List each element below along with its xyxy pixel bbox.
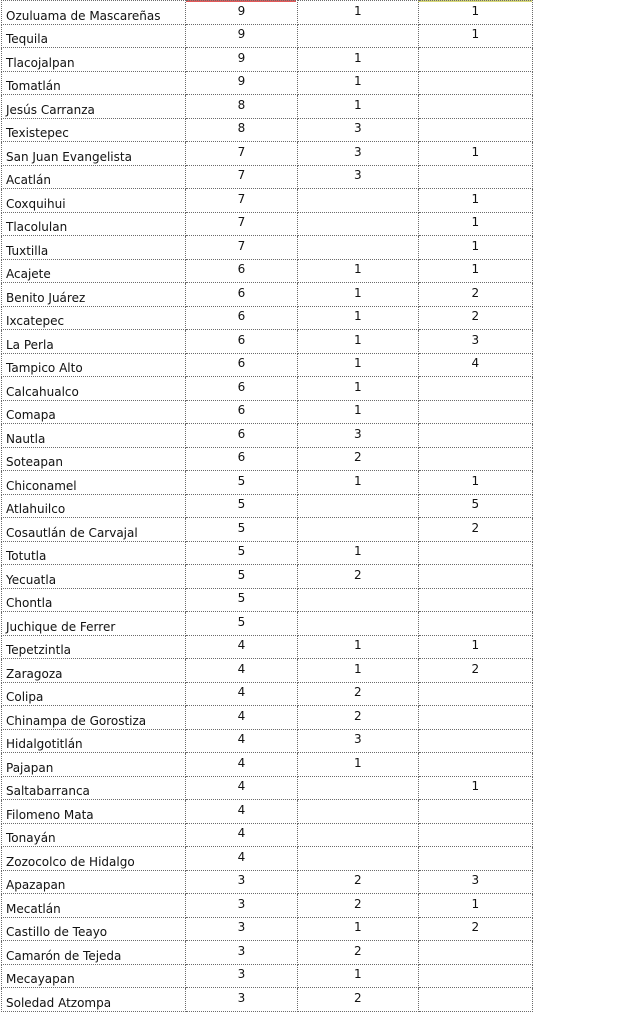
value-b-cell: 2 (298, 894, 418, 918)
municipality-cell: Comapa (2, 400, 186, 424)
municipality-cell: Tequila (2, 24, 186, 48)
table-row (2, 659, 533, 683)
value-b-cell: 1 (298, 400, 418, 424)
value-a-cell: 6 (185, 330, 297, 354)
value-b-cell (298, 823, 418, 847)
value-c-cell (418, 588, 532, 612)
value-a-cell: 5 (185, 541, 297, 565)
table-row (2, 48, 533, 72)
municipality-cell: Tlacolulan (2, 212, 186, 236)
municipality-cell: Saltabarranca (2, 776, 186, 800)
table-row (2, 870, 533, 894)
table-row (2, 729, 533, 753)
municipality-cell: Tuxtilla (2, 236, 186, 260)
table-row (2, 306, 533, 330)
value-a-cell: 5 (185, 471, 297, 495)
value-a-cell: 7 (185, 212, 297, 236)
value-b-cell: 3 (298, 424, 418, 448)
municipality-cell: Texistepec (2, 118, 186, 142)
value-b-cell: 1 (298, 471, 418, 495)
table-row (2, 447, 533, 471)
value-c-cell (418, 95, 532, 119)
value-c-cell: 2 (418, 917, 532, 941)
value-b-cell (298, 776, 418, 800)
value-c-cell (418, 48, 532, 72)
table-row (2, 612, 533, 636)
table-row (2, 988, 533, 1012)
value-a-cell: 9 (185, 1, 297, 25)
municipality-cell: Acajete (2, 259, 186, 283)
value-b-cell: 1 (298, 353, 418, 377)
value-b-cell: 2 (298, 565, 418, 589)
municipality-cell: Soledad Atzompa (2, 988, 186, 1012)
value-b-cell (298, 24, 418, 48)
table-row (2, 706, 533, 730)
value-b-cell: 1 (298, 541, 418, 565)
value-c-cell (418, 847, 532, 871)
table-row (2, 259, 533, 283)
municipality-cell: Tepetzintla (2, 635, 186, 659)
value-b-cell: 3 (298, 142, 418, 166)
value-c-cell (418, 118, 532, 142)
value-c-cell: 3 (418, 870, 532, 894)
municipality-cell: Coxquihui (2, 189, 186, 213)
value-c-cell (418, 729, 532, 753)
municipality-cell: Tlacojalpan (2, 48, 186, 72)
value-c-cell (418, 565, 532, 589)
value-a-cell: 5 (185, 565, 297, 589)
table-row (2, 941, 533, 965)
value-c-cell (418, 988, 532, 1012)
municipality-cell: Chiconamel (2, 471, 186, 495)
value-b-cell: 1 (298, 330, 418, 354)
value-b-cell: 1 (298, 95, 418, 119)
value-b-cell: 1 (298, 635, 418, 659)
table-body (2, 1, 533, 1012)
value-a-cell: 7 (185, 142, 297, 166)
value-a-cell: 5 (185, 494, 297, 518)
value-a-cell: 6 (185, 447, 297, 471)
value-a-cell: 3 (185, 941, 297, 965)
value-a-cell: 9 (185, 71, 297, 95)
value-a-cell: 4 (185, 682, 297, 706)
table-row (2, 776, 533, 800)
value-b-cell: 2 (298, 447, 418, 471)
value-b-cell (298, 236, 418, 260)
value-a-cell: 5 (185, 588, 297, 612)
table-row (2, 565, 533, 589)
value-c-cell: 1 (418, 236, 532, 260)
value-b-cell: 3 (298, 729, 418, 753)
value-c-cell: 1 (418, 635, 532, 659)
table-row (2, 541, 533, 565)
municipality-cell: Ozuluama de Mascareñas (2, 1, 186, 25)
value-b-cell (298, 212, 418, 236)
value-a-cell: 4 (185, 635, 297, 659)
table-row (2, 24, 533, 48)
value-c-cell: 1 (418, 24, 532, 48)
table-row (2, 400, 533, 424)
table-row (2, 1, 533, 25)
value-c-cell (418, 823, 532, 847)
value-a-cell: 8 (185, 118, 297, 142)
value-b-cell (298, 189, 418, 213)
municipality-cell: Atlahuilco (2, 494, 186, 518)
municipality-cell: Tampico Alto (2, 353, 186, 377)
value-a-cell: 3 (185, 964, 297, 988)
value-c-cell (418, 541, 532, 565)
value-c-cell: 1 (418, 189, 532, 213)
municipality-cell: La Perla (2, 330, 186, 354)
table-row (2, 682, 533, 706)
value-c-cell (418, 800, 532, 824)
value-a-cell: 9 (185, 48, 297, 72)
value-a-cell: 4 (185, 659, 297, 683)
table-row (2, 377, 533, 401)
value-b-cell: 1 (298, 753, 418, 777)
value-c-cell: 3 (418, 330, 532, 354)
municipality-cell: Castillo de Teayo (2, 917, 186, 941)
value-c-cell: 1 (418, 1, 532, 25)
value-b-cell: 1 (298, 659, 418, 683)
value-b-cell: 1 (298, 917, 418, 941)
value-b-cell: 1 (298, 964, 418, 988)
municipality-cell: Mecayapan (2, 964, 186, 988)
table-row (2, 518, 533, 542)
municipality-cell: Tomatlán (2, 71, 186, 95)
value-c-cell (418, 424, 532, 448)
value-c-cell (418, 941, 532, 965)
table-row (2, 823, 533, 847)
municipality-cell: Zozocolco de Hidalgo (2, 847, 186, 871)
value-b-cell (298, 612, 418, 636)
table-row (2, 494, 533, 518)
value-c-cell: 1 (418, 776, 532, 800)
table-row (2, 283, 533, 307)
table-row (2, 118, 533, 142)
value-a-cell: 4 (185, 776, 297, 800)
municipality-cell: Cosautlán de Carvajal (2, 518, 186, 542)
value-c-cell: 1 (418, 894, 532, 918)
value-c-cell (418, 400, 532, 424)
value-c-cell (418, 447, 532, 471)
value-a-cell: 7 (185, 165, 297, 189)
table-row (2, 95, 533, 119)
value-b-cell: 2 (298, 870, 418, 894)
municipality-cell: Tonayán (2, 823, 186, 847)
table-row (2, 753, 533, 777)
table-row (2, 471, 533, 495)
value-c-cell (418, 964, 532, 988)
municipality-cell: Jesús Carranza (2, 95, 186, 119)
value-a-cell: 6 (185, 283, 297, 307)
municipality-cell: Apazapan (2, 870, 186, 894)
municipality-cell: Soteapan (2, 447, 186, 471)
value-c-cell: 1 (418, 471, 532, 495)
table-row (2, 894, 533, 918)
table-row (2, 165, 533, 189)
value-b-cell (298, 847, 418, 871)
value-b-cell (298, 494, 418, 518)
value-a-cell: 6 (185, 353, 297, 377)
value-a-cell: 3 (185, 870, 297, 894)
table-row (2, 588, 533, 612)
table-row (2, 424, 533, 448)
value-c-cell: 1 (418, 259, 532, 283)
municipality-cell: San Juan Evangelista (2, 142, 186, 166)
value-a-cell: 3 (185, 894, 297, 918)
value-a-cell: 4 (185, 729, 297, 753)
table-row (2, 635, 533, 659)
municipality-cell: Totutla (2, 541, 186, 565)
value-a-cell: 3 (185, 917, 297, 941)
municipality-cell: Chinampa de Gorostiza (2, 706, 186, 730)
value-b-cell (298, 588, 418, 612)
value-a-cell: 4 (185, 800, 297, 824)
value-b-cell: 1 (298, 283, 418, 307)
municipality-cell: Ixcatepec (2, 306, 186, 330)
value-a-cell: 4 (185, 753, 297, 777)
value-c-cell (418, 706, 532, 730)
value-c-cell: 2 (418, 518, 532, 542)
municipality-cell: Benito Juárez (2, 283, 186, 307)
table-row (2, 800, 533, 824)
value-b-cell: 1 (298, 306, 418, 330)
value-a-cell: 5 (185, 612, 297, 636)
value-b-cell: 3 (298, 165, 418, 189)
municipality-cell: Acatlán (2, 165, 186, 189)
municipality-cell: Juchique de Ferrer (2, 612, 186, 636)
municipality-cell: Chontla (2, 588, 186, 612)
value-a-cell: 4 (185, 847, 297, 871)
value-b-cell: 2 (298, 682, 418, 706)
value-b-cell: 1 (298, 377, 418, 401)
value-a-cell: 6 (185, 259, 297, 283)
municipality-cell: Filomeno Mata (2, 800, 186, 824)
municipality-cell: Zaragoza (2, 659, 186, 683)
table-row (2, 964, 533, 988)
municipality-table (1, 0, 533, 1012)
value-c-cell: 4 (418, 353, 532, 377)
table-row (2, 917, 533, 941)
value-b-cell (298, 800, 418, 824)
value-a-cell: 6 (185, 424, 297, 448)
municipality-cell: Hidalgotitlán (2, 729, 186, 753)
table-row (2, 236, 533, 260)
table-row (2, 212, 533, 236)
value-c-cell (418, 377, 532, 401)
value-c-cell (418, 612, 532, 636)
value-b-cell: 2 (298, 941, 418, 965)
municipality-cell: Yecuatla (2, 565, 186, 589)
value-c-cell: 2 (418, 306, 532, 330)
value-c-cell (418, 71, 532, 95)
value-c-cell (418, 165, 532, 189)
municipality-cell: Camarón de Tejeda (2, 941, 186, 965)
value-c-cell: 2 (418, 283, 532, 307)
value-b-cell: 2 (298, 706, 418, 730)
value-b-cell: 1 (298, 1, 418, 25)
table-row (2, 330, 533, 354)
value-c-cell (418, 682, 532, 706)
table-row (2, 71, 533, 95)
value-a-cell: 3 (185, 988, 297, 1012)
value-c-cell (418, 753, 532, 777)
value-a-cell: 6 (185, 400, 297, 424)
value-b-cell: 1 (298, 71, 418, 95)
value-a-cell: 4 (185, 706, 297, 730)
value-a-cell: 7 (185, 236, 297, 260)
municipality-cell: Pajapan (2, 753, 186, 777)
municipality-cell: Colipa (2, 682, 186, 706)
table-row (2, 189, 533, 213)
municipality-cell: Nautla (2, 424, 186, 448)
value-a-cell: 4 (185, 823, 297, 847)
value-b-cell: 1 (298, 48, 418, 72)
table-row (2, 142, 533, 166)
table-row (2, 847, 533, 871)
value-b-cell: 2 (298, 988, 418, 1012)
table-row (2, 353, 533, 377)
value-c-cell: 2 (418, 659, 532, 683)
value-a-cell: 8 (185, 95, 297, 119)
value-c-cell: 1 (418, 142, 532, 166)
value-b-cell: 1 (298, 259, 418, 283)
value-c-cell: 5 (418, 494, 532, 518)
value-a-cell: 6 (185, 377, 297, 401)
value-a-cell: 6 (185, 306, 297, 330)
value-a-cell: 7 (185, 189, 297, 213)
value-a-cell: 5 (185, 518, 297, 542)
value-b-cell: 3 (298, 118, 418, 142)
value-a-cell: 9 (185, 24, 297, 48)
municipality-cell: Calcahualco (2, 377, 186, 401)
value-c-cell: 1 (418, 212, 532, 236)
value-b-cell (298, 518, 418, 542)
municipality-cell: Mecatlán (2, 894, 186, 918)
